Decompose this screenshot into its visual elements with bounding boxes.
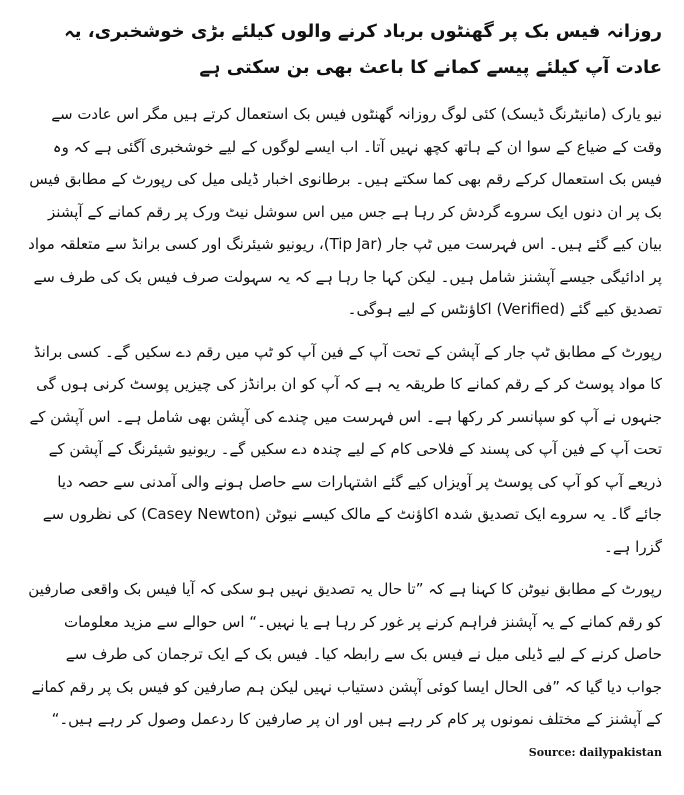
article-paragraph-1: نیو یارک (مانیٹرنگ ڈیسک) کئی لوگ روزانہ گھنٹوں فیس بک استعمال کرتے ہیں مگر اس عادت سے وقت کے ضیاع کے سوا ان کے ہاتھ کچھ نہیں آتا۔ اب ایسے لوگوں کے لیے خوشخبری آگئی ہے کہ وہ فیس بک استعمال کرکے رقم بھی کما سکتے ہیں۔ برطانوی اخبار ڈیلی میل کی رپورٹ کے مطابق فیس بک پر ان دنوں ایک سروے گردش کر رہا ہے جس میں اس سوشل نیٹ ورک پر رقم کمانے کے آپشنز بیان کیے گئے ہیں۔ اس فہرست میں ٹپ جار (Tip Jar)، ریونیو شیئرنگ اور کسی برانڈ سے متعلقہ مواد پر ادائیگی جیسے آپشنز شامل ہیں۔ لیکن کہا جا رہا ہے کہ یہ سہولت صرف فیس بک کی طرف سے تصدیق کیے گئے (Verified) اکاؤنٹس کے لیے ہوگی۔ <box>28 105 662 318</box>
article-paragraph-3: رپورٹ کے مطابق نیوٹن کا کہنا ہے کہ ”تا حال یہ تصدیق نہیں ہو سکی کہ آیا فیس بک واقعی صارفین کو رقم کمانے کے یہ آپشنز فراہم کرنے پر غور کر رہا ہے یا نہیں۔“ اس حوالے سے مزید معلومات حاصل کرنے کے لیے ڈیلی میل نے فیس بک سے رابطہ کیا۔ فیس بک کے ایک ترجمان کی طرف سے جواب دیا گیا کہ ”فی الحال ایسا کوئی آپشن دستیاب نہیں لیکن ہم صارفین کو فیس بک پر رقم کمانے کے آپشنز کے مختلف نمونوں پر کام کر رہے ہیں اور ان پر صارفین کا ردعمل وصول کر رہے ہیں۔“ <box>28 580 662 728</box>
article-headline: روزانہ فیس بک پر گھنٹوں برباد کرنے والوں کیلئے بڑی خوشخبری، یہ عادت آپ کیلئے پیسے کمانے کا باعث بھی بن سکتی ہے <box>64 21 662 78</box>
source-credit: Source: dailypakistan <box>528 745 662 759</box>
article-paragraph-2: رپورٹ کے مطابق ٹپ جار کے آپشن کے تحت آپ کے فین آپ کو ٹپ میں رقم دے سکیں گے۔ کسی برانڈ کا مواد پوسٹ کر کے رقم کمانے کا طریقہ یہ ہے کہ آپ کو ان برانڈز کی چیزیں پوسٹ کرنی ہوں گی جنہوں نے آپ کو سپانسر کر رکھا ہے۔ اس فہرست میں چندے کی آپشن بھی شامل ہے۔ اس آپشن کے تحت آپ کے فین آپ کی پسند کے فلاحی کام کے لیے چندہ دے سکیں گے۔ ریونیو شیئرنگ کے آپشن کے ذریعے آپ کو آپ کی پوسٹ پر آویزاں کیے گئے اشتہارات سے حاصل ہونے والی آمدنی سے حصہ دیا جائے گا۔ یہ سروے ایک تصدیق شدہ اکاؤنٹ کے مالک کیسے نیوٹن (Casey Newton) کی نظروں سے گزرا ہے۔ <box>29 342 662 556</box>
